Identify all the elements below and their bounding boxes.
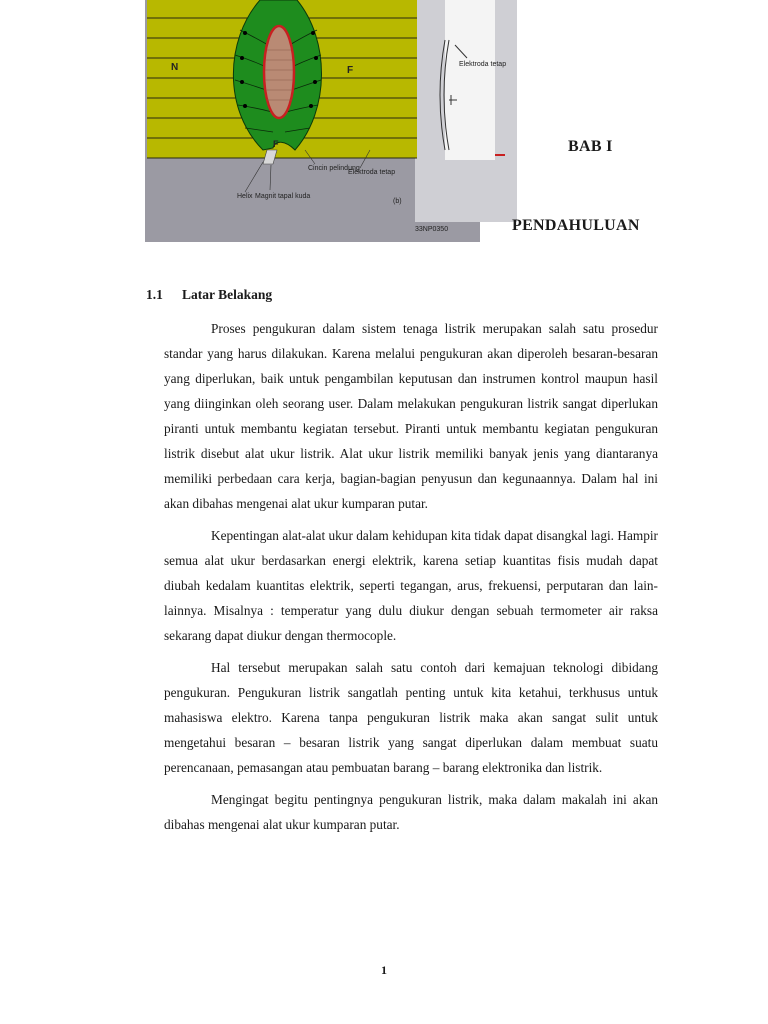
section-heading xyxy=(146,287,272,303)
section-number: 1.1 xyxy=(146,287,163,302)
label-helix: Helix xyxy=(237,193,253,200)
label-cincin-pelindung: Cincin pelindung xyxy=(308,165,360,172)
pole-label-n: N xyxy=(171,62,179,73)
pole-label-f-bottom: F xyxy=(273,139,279,149)
chapter-title: PENDAHULUAN xyxy=(512,217,640,234)
pole-label-f-right: F xyxy=(347,65,354,76)
coil xyxy=(264,26,294,118)
label-magnit-tapal-kuda: Magnit tapal kuda xyxy=(255,193,311,200)
paragraph-1: Proses pengukuran dalam sistem tenaga listrik merupakan salah satu prosedur standar yang harus dilakukan. Karena melalui pengukuran akan diperoleh besaran-besaran yang diperlukan, baik untuk pengambilan keputusan dan instrumen kontrol maupun hasil yang diinginkan oleh seorang user. Dalam melakukan pengukuran listrik sangat diperlukan piranti untuk membantu kegiatan tersebut. Piranti untuk membantu kegiatan pengukuran listrik disebut alat ukur listrik. Alat ukur listrik memiliki banyak jenis yang diantaranya memiliki perbedaan cara kerja, bagian-bagian penyusun dan kegunaannya. Dalam hal ini akan dibahas mengenai alat ukur kumparan putar. xyxy=(164,321,658,511)
section-title: Latar Belakang xyxy=(182,287,273,302)
figure-code: 33NP0350 xyxy=(415,226,449,233)
paragraph-4: Mengingat begitu pentingnya pengukuran listrik, maka dalam makalah ini akan dibahas mengenai alat ukur kumparan putar. xyxy=(164,792,658,832)
paragraph-2: Kepentingan alat-alat ukur dalam kehidupan kita tidak dapat disangkal lagi. Hampir semua alat ukur berdasarkan energi elektrik, karena setiap kuantitas fisis mudah dapat diubah kedalam kuantitas elektrik, seperti tegangan, arus, frekuensi, perputaran dan lain-lainnya. Misalnya : temperatur yang dulu diukur dengan sebuah termometer air raksa sekarang dapat diukur dengan thermocople. xyxy=(164,528,658,643)
label-panel-b: (b) xyxy=(393,198,402,205)
paragraph-3: Hal tersebut merupakan salah satu contoh dari kemajuan teknologi dibidang pengukuran. Pengukuran listrik sangatlah penting untuk kita ketahui, terkhusus untuk mahasiswa elektro. Karena tanpa pengukuran listrik maka akan sangat sulit untuk mengetahui besaran – besaran listrik yang sangat diperlukan dalam membuat suatu perencanaan, pemasangan atau pembuatan barang – barang elektronika dan listrik. xyxy=(164,660,658,775)
page-number: 1 xyxy=(381,963,387,977)
instrument-figure xyxy=(145,0,517,242)
body-text xyxy=(164,316,658,844)
chapter-number: BAB I xyxy=(568,138,613,155)
label-elektroda-tetap-top: Elektroda tetap xyxy=(459,61,507,68)
label-elektroda-tetap: Elektroda tetap xyxy=(348,169,396,176)
